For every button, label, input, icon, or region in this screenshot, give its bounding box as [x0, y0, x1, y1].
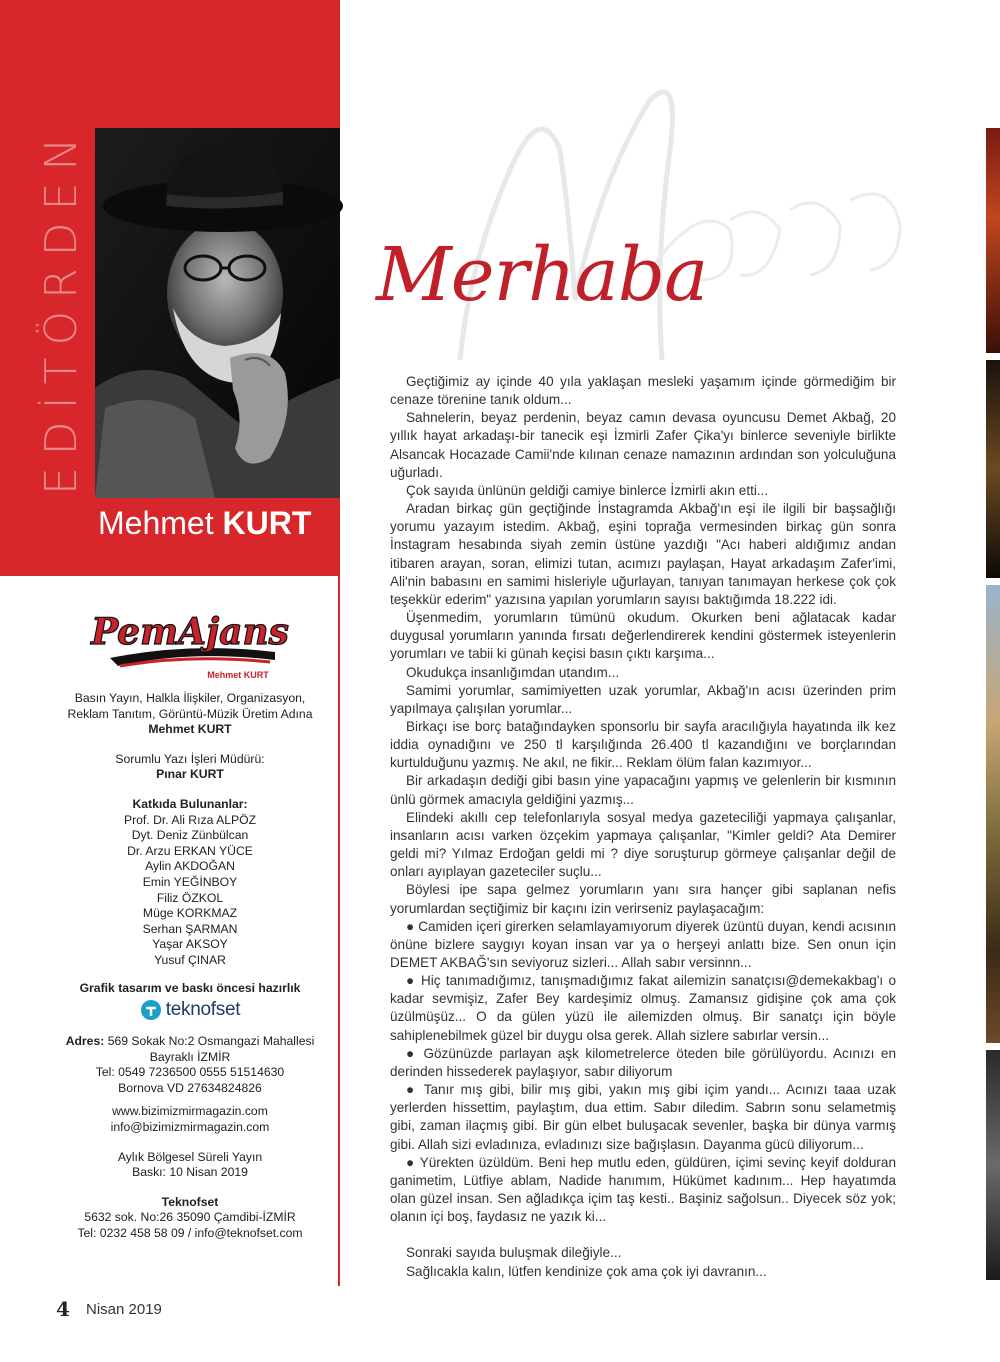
paragraph: Sahnelerin, beyaz perdenin, beyaz camın devasa oyuncusu Demet Akbağ, 20 yıllık hayat arkadaşı-bir tanecik eşi İzmirli Zafer Çika'yı binlerce seveniyle birlikte Alsancak Hocazade Camii'nde kılınan cenaze namazının ardından son yolculuğuna uğurladı. [390, 410, 896, 480]
teknofset-text: teknofset [165, 999, 241, 1021]
author-last-name: KURT [222, 505, 312, 541]
paragraph: Üşenmedim, yorumların tümünü okudum. Okurken beni ağlatacak kadar duygusal yorumların yanında fırsatı değerlendirerek kendini göstermek isteyenlerin yorumları ve tabii ki günah keçisi basın çıktı karşıma... [390, 610, 896, 662]
contributor: Prof. Dr. Ali Rıza ALPÖZ [123, 812, 257, 827]
publication-type: Aylık Bölgesel Süreli Yayın [117, 1149, 263, 1164]
paragraph: Birkaçı ise borç batağındayken sponsorlu bir sayfa aracılığıyla hayatında ilk kez iddia oynadığını ve 250 tl karşılığında 26.400 tl kazandığını ve borçlarından kurtulduğunu yazmış. Ne akıl, ne fikir... Reklam ölüm falan kazımıyor... [390, 718, 896, 771]
contributor: Dyt. Deniz Zünbülcan [131, 828, 249, 843]
edge-photo [986, 585, 1000, 1043]
contributor: Serhan ŞARMAN [142, 921, 238, 936]
address-block [40, 1034, 340, 1096]
quote-paragraph: ● Tanır mış gibi, bilir mış gibi, yakın mış gibi içim yandı... Acınızı taaa uzak yerlerden hissettim, paylaştım, dua ettim. Sabır diledim. Sabrın sonu selametmiş gibi, zaman ilaçmış gibi. Bir gün elbet buluşacak sevenler, başka bir dünya varmış gibi. Allah sizi evladınıza, evladınızı size bağışlasın. Dayanma gücü diliyorum... [390, 1082, 896, 1152]
web-block [40, 1104, 340, 1135]
quote-paragraph: ● Yürekten üzüldüm. Beni hep mutlu eden, güldüren, içimi sevinç keyif dolduran ganimetim, Lütfiye ablam, Nadide hanımım, Hükümet kadınım... Hep hayatımda olan güzel insan. Sen ağladıkça içim taş kesti.. Başiniz sağolsun.. Diyecek söz yok; olanın içi boş, faydasız ne yazık ki... [390, 1154, 896, 1225]
printer-address: 5632 sok. No:26 35090 Çamdibi-İZMİR [84, 1210, 296, 1225]
sidebar-credits [40, 600, 340, 1242]
paragraph: Elindeki akıllı cep telefonlarıyla sosyal medya gazeteciliği yapmaya çalışanlar, insanların acısı varken özçekim yapmaya çalışanlar, "Kimler geldi? Ata Demirer geldi mi? Yılmaz Erdoğan geldi mi ? diye soruşturup görmeye çalışanlar değil de onları ayıplayan gazeteciler suçlu... [390, 809, 896, 880]
publication-block [40, 1150, 340, 1181]
address-line: 569 Sokak No:2 Osmangazi Mahallesi [107, 1034, 315, 1049]
teknofset-logo [40, 998, 340, 1022]
edge-photo [986, 1050, 1000, 1280]
edge-photo [986, 360, 1000, 578]
author-name [98, 505, 311, 542]
printer-block [40, 1195, 340, 1242]
paragraph: Çok sayıda ünlünün geldiği camiye binlerce İzmirli akın etti... [406, 482, 769, 498]
section-label: EDİTÖRDEN [36, 125, 87, 495]
graphic-block [40, 981, 340, 1023]
paragraph: Böylesi ipe sapa gelmez yorumların yanı sıra hançer gibi saplanan nefis yorumlardan seçtiğimiz bir kaçını izin verirseniz paylaşacağım: [390, 882, 896, 916]
contributor: Müge KORKMAZ [142, 906, 238, 921]
quote-paragraph: ● Hiç tanımadığımız, tanışmadığımız fakat ailemizin sanatçısı@demekakbag'ı o kadar sevmişiz, Zafer Bey kardeşimiz olmuş. Zamansız gidişine çok ama çok üzülmüşüz... O da gülen yüzü ile ailemizden olmuş. Bir sanatçı için böyle sahiplenebilmek güzel bir duygu olsa gerek. Allah sizlere sabırlar versin... [390, 973, 896, 1043]
teknofset-icon [140, 999, 162, 1021]
printer-name: Teknofset [161, 1194, 219, 1209]
quote-paragraph: ● Camiden içeri girerken selamlayamıyorum diyerek üzüntü duyan, kendi acısının önüne bizlere saygıyı koyan insan var ya o herşeyi anlattı bize. Sen onun için DEMET AKBAĞ'sın seviyoruz sizleri... Allah sabır versinnn... [390, 918, 896, 970]
printer-contact: Tel: 0232 458 58 09 / info@teknofset.com [77, 1226, 303, 1241]
title-text: Merhaba [376, 232, 708, 318]
contributor: Yaşar AKSOY [152, 937, 228, 952]
address-label: Adres: [65, 1034, 105, 1049]
paragraph: Bir arkadaşın dediği gibi basın yine yapacağını yapmış ve gelenlerin bir kısmının ünlü görmek amacıyla geldiğini yazmış... [390, 773, 896, 807]
publisher-block [40, 691, 340, 738]
closing-line: Sağlıcakla kalın, lütfen kendinize çok ama çok iyi davranın... [406, 1263, 767, 1279]
contributor: Emin YEĞİNBOY [142, 874, 238, 889]
author-first-name: Mehmet [98, 505, 214, 541]
editor-label: Sorumlu Yazı İşleri Müdürü: [115, 751, 265, 766]
email-link[interactable]: info@bizimizmirmagazin.com [110, 1120, 270, 1135]
paragraph: Aradan birkaç gün geçtiğinde İnstagramda Akbağ'ın eşi ile ilgili bir başsağlığı yorumu yazayım istedim. Akbağ, eşini toprağa vermesinden birkaç gün sonra İnstagram hesabında siyah zemin üstüne yazdığı "Acı haberi aldığımız andan itibaren arayan, soran, elimizi tutan, acımızı paylaşan, Hayat arkadaşım Zafer'imi, Ali'nin babasını en samimi hisleriyle uğurlayan, tanıyan tanımayan herkese çok çok teşekkür ederim" yazısına yapılan yorumların sayısı baktığımda 18.222 idi. [390, 501, 896, 607]
address-city: Bayraklı İZMİR [149, 1049, 231, 1064]
paragraph: Okudukça insanlığımdan utandım... [406, 664, 620, 680]
contributor: Aylin AKDOĞAN [145, 859, 235, 874]
publisher-line: Reklam Tanıtım, Görüntü-Müzik Üretim Adına [67, 706, 313, 721]
contributor: Yusuf ÇINAR [154, 952, 226, 967]
article-body [390, 373, 896, 1281]
closing-line: Sonraki sayıda buluşmak dileğiyle... [406, 1245, 622, 1261]
paragraph: Samimi yorumlar, samimiyetten uzak yorumlar, Akbağ'ın acısı üzerinden prim yapılmaya çalışılan yorumlar... [390, 682, 896, 716]
quote-paragraph: ● Gözünüzde parlayan aşk kilometrelerce öteden bile görülüyordu. Acınızı en derinden hissederek paylaşıyor, sabır diliyorum [390, 1045, 896, 1079]
website-link[interactable]: www.bizimizmirmagazin.com [112, 1104, 268, 1119]
contributor: Filiz ÖZKOL [156, 890, 224, 905]
editor-name: Pınar KURT [156, 767, 224, 782]
print-date: Baskı: 10 Nisan 2019 [132, 1165, 248, 1180]
tax-number: Bornova VD 27634824826 [118, 1080, 262, 1095]
issue-date: Nisan 2019 [86, 1301, 162, 1318]
publisher-name: Mehmet KURT [148, 722, 232, 737]
paragraph: Geçtiğimiz ay içinde 40 yıla yaklaşan mesleki yaşamım içinde görmediğim bir cenaze törenine tanık oldum... [390, 374, 896, 408]
edge-photo [986, 128, 1000, 353]
page-number: 4 [56, 1297, 70, 1321]
portrait-icon [95, 128, 340, 498]
editor-block [40, 752, 340, 783]
logo-text: PemAjans [91, 611, 289, 653]
logo-subtext: Mehmet KURT [207, 670, 269, 680]
graphic-label: Grafik tasarım ve baskı öncesi hazırlık [79, 980, 301, 995]
contributor: Dr. Arzu ERKAN YÜCE [127, 843, 253, 858]
contributors-block [40, 797, 340, 969]
phone: Tel: 0549 7236500 0555 51514630 [95, 1065, 285, 1080]
pemajans-logo [90, 600, 290, 685]
contributors-label: Katkıda Bulunanlar: [132, 796, 248, 811]
author-photo [95, 128, 340, 498]
publisher-line: Basın Yayın, Halkla İlişkiler, Organizasyon, [74, 691, 306, 705]
article-title [366, 180, 708, 340]
